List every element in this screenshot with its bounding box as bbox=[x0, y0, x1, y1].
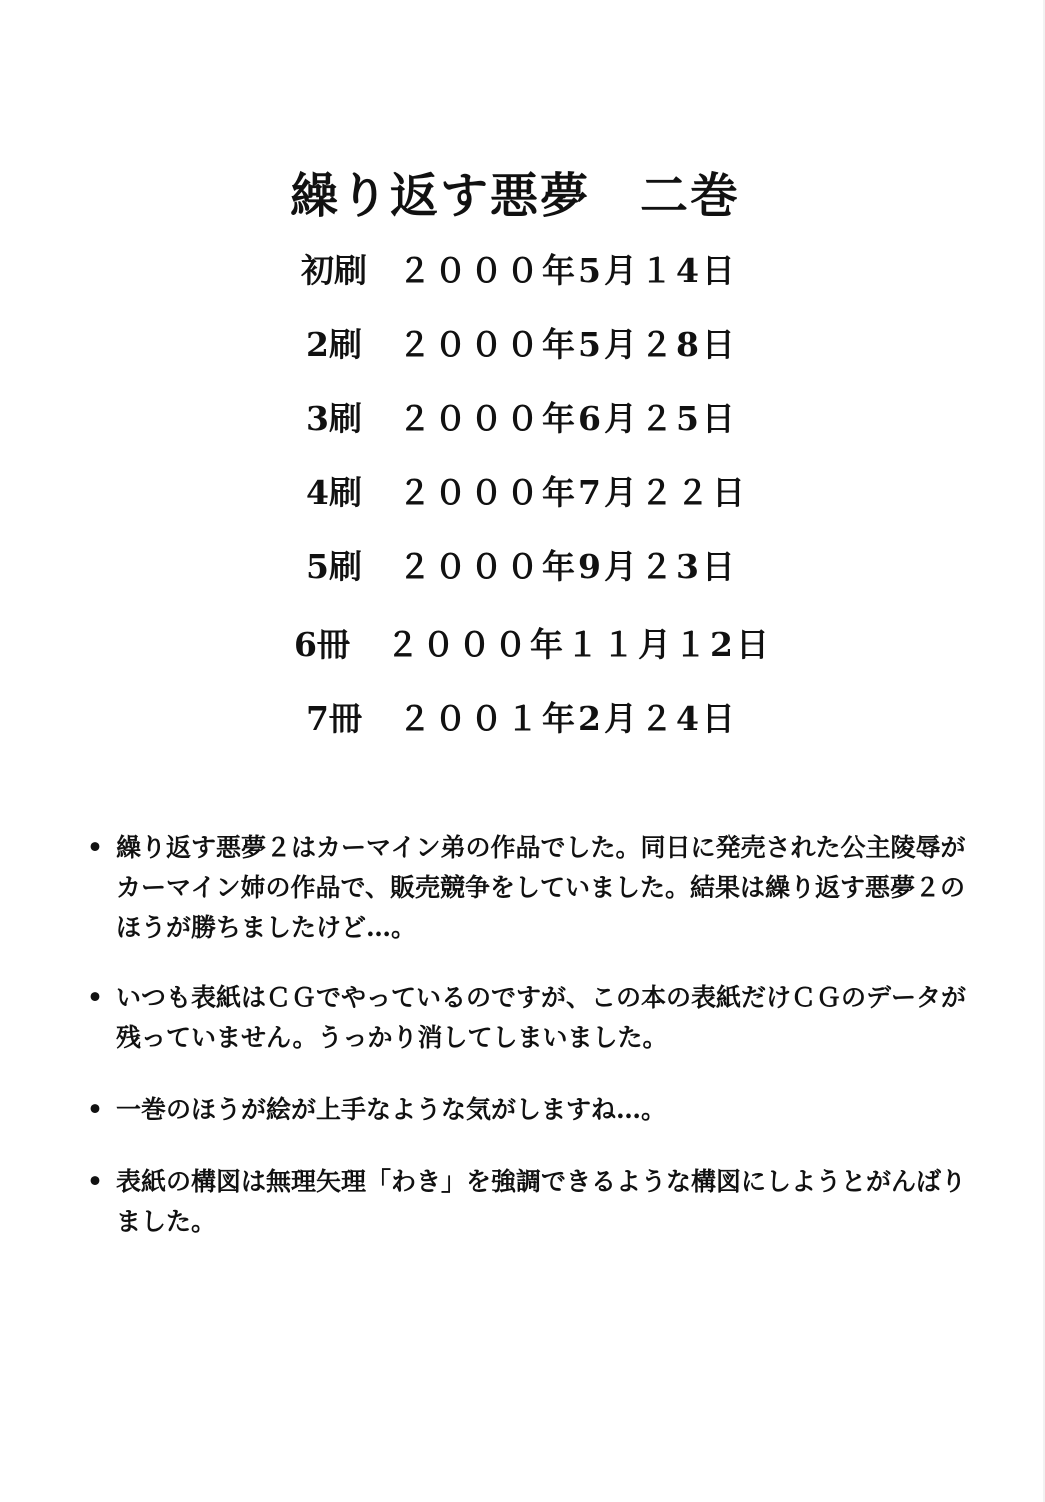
printing-date: ２０００年7月２２日 bbox=[398, 473, 748, 512]
note-text bbox=[116, 828, 976, 948]
printing-date: ２０００年6月２5日 bbox=[398, 399, 738, 438]
bullet: • bbox=[87, 1167, 103, 1196]
note-line: 残っていません。うっかり消してしまいました。 bbox=[116, 1023, 668, 1052]
printing-date: ２０００年5月１4日 bbox=[398, 251, 738, 290]
printing-label: 3刷 bbox=[306, 399, 362, 438]
bullet: • bbox=[87, 983, 103, 1012]
note-text bbox=[116, 1090, 976, 1130]
note-line: 表紙の構図は無理矢理「わき」を強調できるような構図にしようとがんばり bbox=[116, 1167, 967, 1196]
printing-date: ２０００年9月２3日 bbox=[398, 547, 738, 586]
printing-date: ２００１年2月２4日 bbox=[398, 699, 738, 738]
note-line: 一巻のほうが絵が上手なような気がしますね…。 bbox=[116, 1095, 667, 1124]
printing-label: 2刷 bbox=[306, 325, 362, 364]
printing-row bbox=[0, 620, 1045, 670]
printing-row bbox=[0, 468, 1045, 518]
printing-date: ２０００年5月２8日 bbox=[398, 325, 738, 364]
printing-label: 初刷 bbox=[301, 251, 367, 290]
printing-row bbox=[0, 246, 1045, 296]
printing-label: 4刷 bbox=[306, 473, 362, 512]
bullet: • bbox=[87, 833, 103, 862]
printing-label: 5刷 bbox=[306, 547, 362, 586]
note-line: 繰り返す悪夢２はカーマイン弟の作品でした。同日に発売された公主陵辱が bbox=[116, 833, 966, 862]
note-line: ほうが勝ちましたけど…。 bbox=[116, 913, 417, 942]
printing-row bbox=[0, 694, 1045, 744]
printing-row bbox=[0, 394, 1045, 444]
note-line: ました。 bbox=[116, 1207, 217, 1236]
note-text bbox=[116, 978, 976, 1058]
printing-label: 7冊 bbox=[306, 699, 362, 738]
note-text bbox=[116, 1162, 976, 1242]
printing-date: ２０００年１１月１2日 bbox=[386, 625, 772, 664]
page-title: 繰り返す悪夢 二巻 bbox=[289, 168, 740, 224]
note-line: いつも表紙はＣＧでやっているのですが、この本の表紙だけＣＧのデータが bbox=[116, 983, 967, 1012]
bullet: • bbox=[87, 1095, 103, 1124]
printing-row bbox=[0, 320, 1045, 370]
note-line: カーマイン姉の作品で、販売競争をしていました。結果は繰り返す悪夢２の bbox=[116, 873, 966, 902]
printing-label: 6冊 bbox=[294, 625, 350, 664]
printing-row bbox=[0, 542, 1045, 592]
